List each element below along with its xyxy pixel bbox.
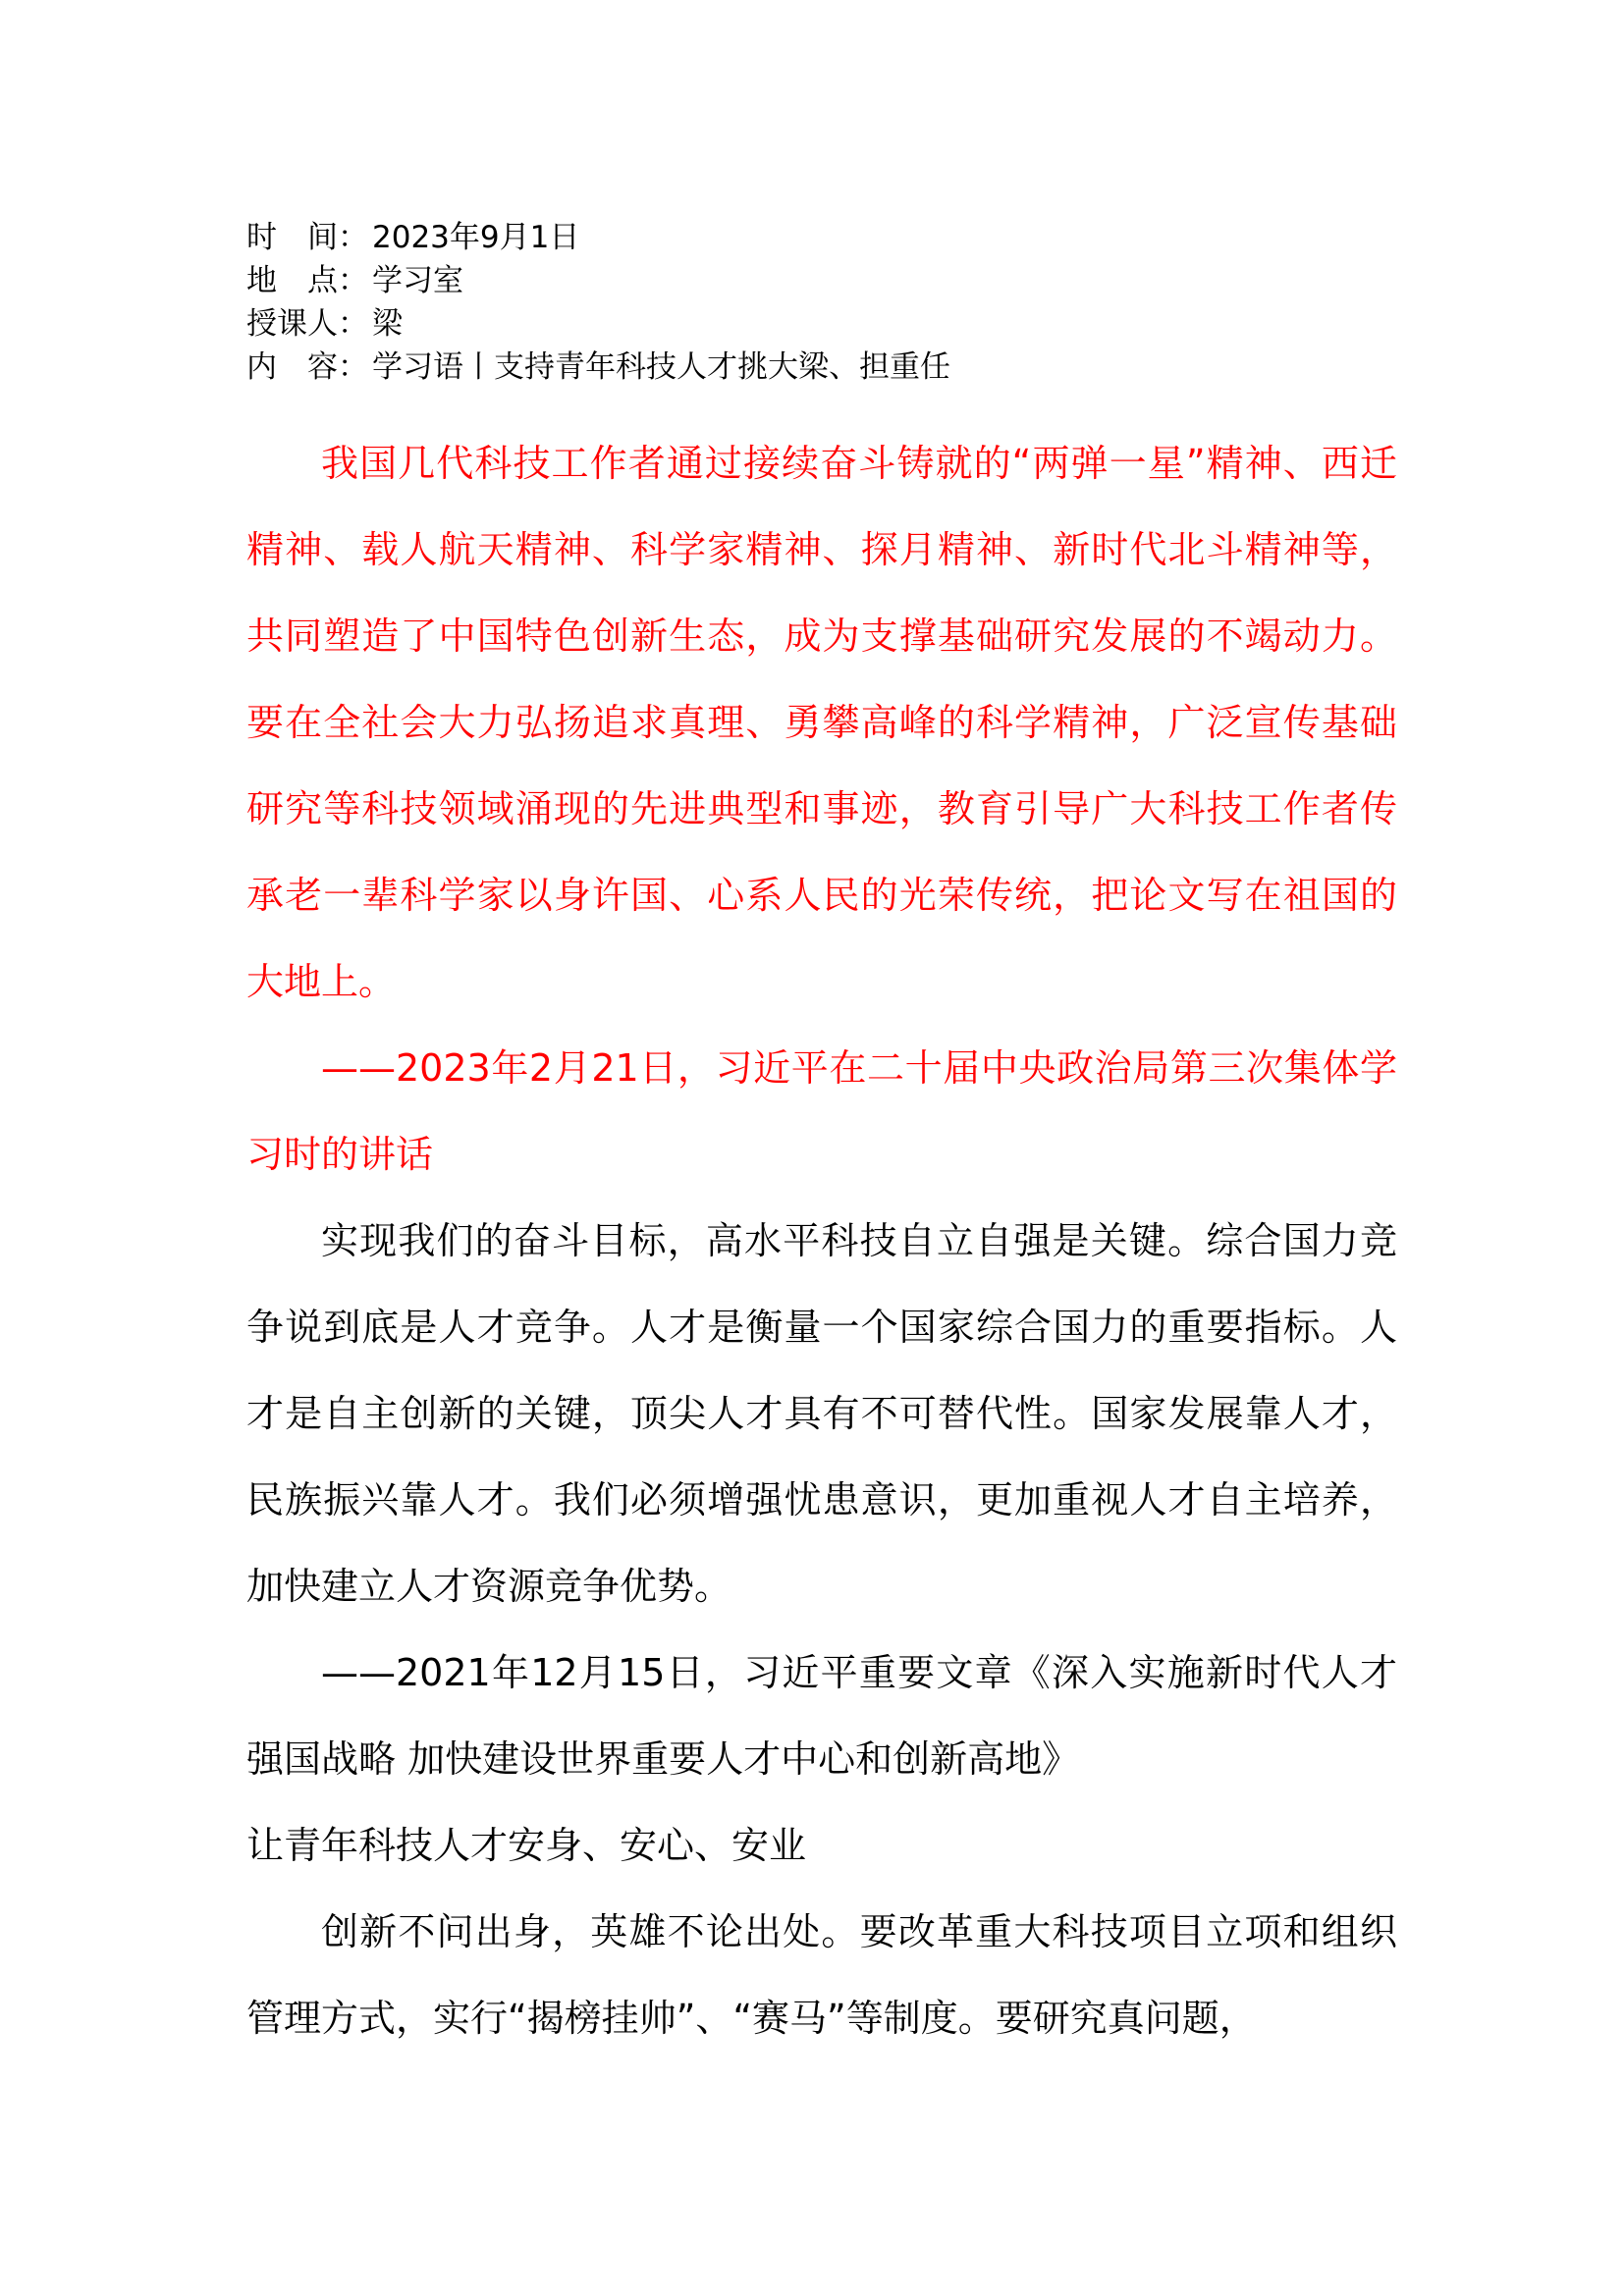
place-value: 学习室 — [372, 263, 463, 298]
section-heading: 让青年科技人才安身、安心、安业 — [246, 1824, 807, 1867]
time-value: 2023年9月1日 — [372, 220, 580, 255]
body-paragraph-3: 创新不问出身，英雄不论出处。要改革重大科技项目立项和组织管理方式，实行“揭榜挂帅”、“赛马”等制度。要研究真问题， — [246, 1910, 1397, 2040]
content-label: 内 容： — [246, 349, 368, 385]
lecturer-row — [246, 302, 1385, 346]
quote-source-1: ——2023年2月21日，习近平在二十届中央政治局第三次集体学习时的讲话 — [246, 1046, 1397, 1176]
quote-paragraph-1: 我国几代科技工作者通过接续奋斗铸就的“两弹一星”精神、西迁精神、载人航天精神、科学家精神、探月精神、新时代北斗精神等，共同塑造了中国特色创新生态，成为支撑基础研究发展的不竭动力。要在全社会大力弘扬追求真理、勇攀高峰的科学精神，广泛宣传基础研究等科技领域涌现的先进典型和事迹，教育引导广大科技工作者传承老一辈科学家以身许国、心系人民的光荣传统，把论文写在祖国的大地上。 — [246, 442, 1397, 1003]
time-row — [246, 216, 1385, 259]
lesson-info-header — [246, 216, 1385, 389]
lecturer-label: 授课人： — [246, 306, 368, 342]
place-row — [246, 259, 1385, 302]
document-body — [246, 420, 1397, 2061]
place-label: 地 点： — [246, 263, 368, 298]
quote-source-2: ——2021年12月15日，习近平重要文章《深入实施新时代人才强国战略 加快建设世界重要人才中心和创新高地》 — [246, 1651, 1397, 1781]
content-row — [246, 346, 1385, 389]
time-label: 时 间： — [246, 220, 368, 255]
lecturer-value: 梁 — [372, 306, 403, 342]
content-value: 学习语丨支持青年科技人才挑大梁、担重任 — [372, 349, 950, 385]
quote-paragraph-2: 实现我们的奋斗目标，高水平科技自立自强是关键。综合国力竞争说到底是人才竞争。人才是衡量一个国家综合国力的重要指标。人才是自主创新的关键，顶尖人才具有不可替代性。国家发展靠人才，民族振兴靠人才。我们必须增强忧患意识，更加重视人才自主培养，加快建立人才资源竞争优势。 — [246, 1219, 1397, 1608]
